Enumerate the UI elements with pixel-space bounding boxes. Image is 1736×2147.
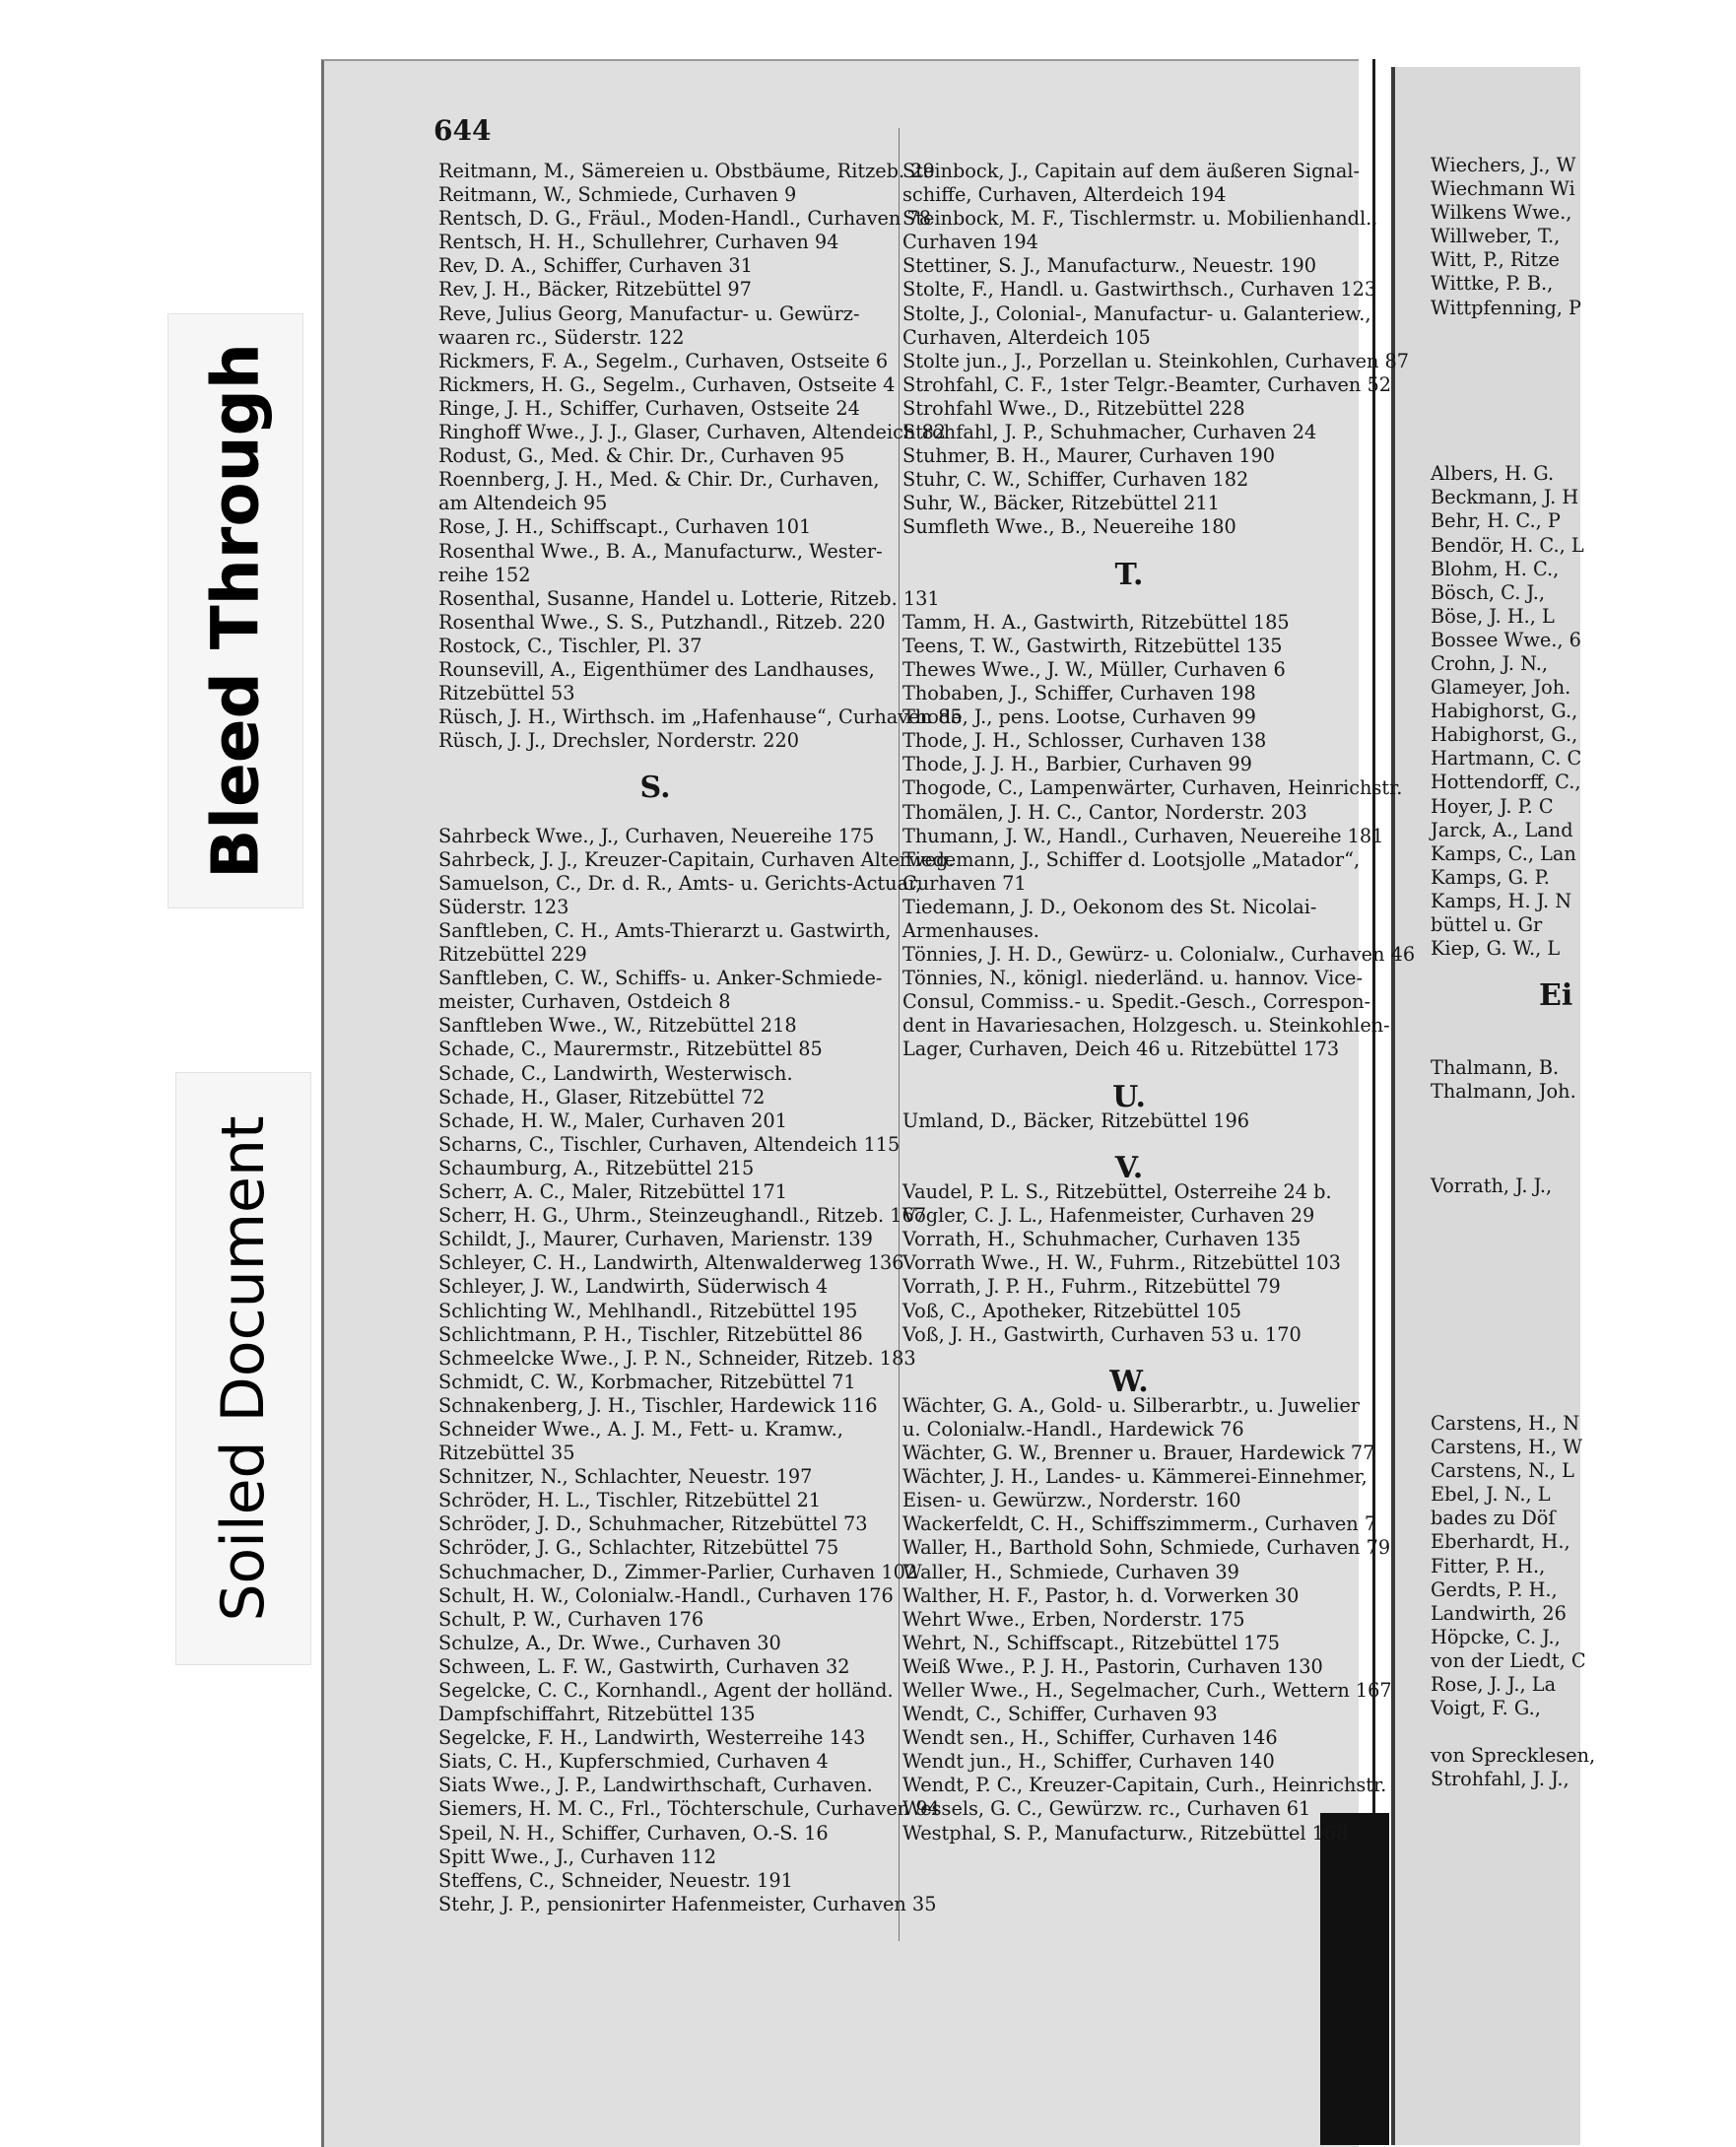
directory-entry: Eberhardt, H., [1431, 1530, 1570, 1554]
directory-entry: Thobaben, J., Schiffer, Curhaven 198 [902, 682, 1256, 705]
directory-entry: von der Liedt, C [1431, 1648, 1586, 1672]
directory-entry: Schnakenberg, J. H., Tischler, Hardewick 116 [438, 1393, 878, 1417]
directory-entry: Consul, Commiss.- u. Spedit.-Gesch., Correspon- [902, 990, 1371, 1014]
blank-line [1431, 344, 1736, 368]
directory-entry: Sanftleben Wwe., W., Ritzebüttel 218 [438, 1014, 797, 1038]
directory-entry: Armenhauses. [902, 919, 1039, 942]
bleed-through-text: Bleed Through [197, 343, 274, 879]
directory-entry: Tiedemann, J. D., Oekonom des St. Nicolai- [902, 895, 1317, 918]
directory-entry: Schlichting W., Mehlhandl., Ritzebüttel 195 [438, 1299, 858, 1322]
directory-entry: Waller, H., Barthold Sohn, Schmiede, Curhaven 79 [902, 1536, 1391, 1560]
directory-entry: Schween, L. F. W., Gastwirth, Curhaven 32 [438, 1654, 850, 1678]
directory-entry: Habighorst, G., [1431, 723, 1578, 747]
directory-entry: Samuelson, C., Dr. d. R., Amts- u. Gerichts-Actuar, [438, 871, 922, 895]
directory-entry: Schade, C., Landwirth, Westerwisch. [438, 1061, 793, 1085]
directory-entry: Wendt, P. C., Kreuzer-Capitain, Curh., Heinrichstr. [902, 1774, 1387, 1797]
directory-entry: dent in Havariesachen, Holzgesch. u. Steinkohlen- [902, 1014, 1390, 1038]
directory-entry: Sumfleth Wwe., B., Neuereihe 180 [902, 515, 1236, 539]
directory-entry: Bendör, H. C., L [1431, 533, 1584, 557]
blank-line [1431, 1008, 1736, 1032]
directory-entry: Lager, Curhaven, Deich 46 u. Ritzebüttel 173 [902, 1038, 1340, 1061]
blank-line [1431, 1222, 1736, 1245]
directory-entry: Blohm, H. C., [1431, 557, 1560, 580]
directory-entry: Kamps, G. P. [1431, 865, 1550, 889]
directory-entry: Rickmers, H. G., Segelm., Curhaven, Ostseite 4 [438, 372, 896, 396]
directory-entry: Kiep, G. W., L [1431, 937, 1561, 961]
directory-entry: Rickmers, F. A., Segelm., Curhaven, Ostseite 6 [438, 349, 889, 372]
directory-entry: Wittpfenning, P [1431, 296, 1582, 319]
blank-line [1431, 1198, 1736, 1222]
section-heading: Ei [1539, 978, 1573, 1014]
directory-entry: Böse, J. H., L [1431, 604, 1555, 628]
blank-line [902, 1133, 1415, 1157]
directory-entry: Thogode, C., Lampenwärter, Curhaven, Heinrichstr. [902, 776, 1403, 800]
directory-entry: Carstens, N., L [1431, 1459, 1574, 1483]
directory-entry: Wiechmann Wi [1431, 177, 1575, 201]
directory-entry: Sanftleben, C. H., Amts-Thierarzt u. Gastwirth, [438, 919, 892, 942]
directory-entry: Curhaven 71 [902, 871, 1027, 895]
blank-line [1431, 1269, 1736, 1293]
directory-entry: Rostock, C., Tischler, Pl. 37 [438, 634, 702, 657]
blank-line [438, 801, 963, 825]
directory-entry: Thalmann, B. [1431, 1055, 1560, 1079]
directory-entry: Voß, C., Apotheker, Ritzebüttel 105 [902, 1299, 1242, 1322]
directory-entry: Hartmann, C. C [1431, 747, 1582, 771]
directory-entry: reihe 152 [438, 563, 531, 586]
blank-line [1431, 320, 1736, 344]
directory-entry: Schade, C., Maurermstr., Ritzebüttel 85 [438, 1038, 823, 1061]
directory-entry: Wittke, P. B., [1431, 272, 1554, 296]
blank-line [1431, 1720, 1736, 1744]
directory-entry: Höpcke, C. J., [1431, 1625, 1561, 1648]
directory-entry: Gerdts, P. H., [1431, 1577, 1558, 1601]
directory-entry: Wessels, G. C., Gewürzw. rc., Curhaven 61 [902, 1797, 1311, 1821]
section-heading: W. [1109, 1364, 1149, 1399]
directory-entry: Curhaven, Alterdeich 105 [902, 325, 1151, 349]
directory-entry: Thode, J. J. H., Barbier, Curhaven 99 [902, 753, 1252, 776]
directory-entry: Vaudel, P. L. S., Ritzebüttel, Osterreihe 24 b. [902, 1180, 1332, 1204]
directory-entry: Wendt sen., H., Schiffer, Curhaven 146 [902, 1726, 1278, 1750]
directory-entry: Strohfahl, C. F., 1ster Telgr.-Beamter, Curhaven 52 [902, 372, 1392, 396]
directory-entry: Wächter, G. A., Gold- u. Silberarbtr., u. Juwelier [902, 1393, 1360, 1417]
blank-line [1431, 438, 1736, 462]
directory-entry: Fitter, P. H., [1431, 1554, 1546, 1577]
directory-entry: Schaumburg, A., Ritzebüttel 215 [438, 1156, 755, 1179]
directory-entry: Schade, H. W., Maler, Curhaven 201 [438, 1108, 787, 1132]
directory-entry: Schlichtmann, P. H., Tischler, Ritzebüttel 86 [438, 1322, 863, 1346]
directory-entry: Beckmann, J. H [1431, 486, 1579, 509]
directory-entry: meister, Curhaven, Ostdeich 8 [438, 990, 731, 1014]
directory-entry: Bösch, C. J., [1431, 580, 1545, 604]
directory-entry: Rodust, G., Med. & Chir. Dr., Curhaven 95 [438, 444, 845, 468]
blank-line [1431, 1127, 1736, 1151]
directory-entry: Segelcke, F. H., Landwirth, Westerreihe 143 [438, 1726, 866, 1750]
blank-line [1431, 1341, 1736, 1365]
directory-entry: Tönnies, N., königl. niederländ. u. hannov. Vice- [902, 967, 1363, 990]
directory-entry: Vorrath, H., Schuhmacher, Curhaven 135 [902, 1228, 1302, 1251]
section-heading: U. [1112, 1079, 1146, 1114]
directory-entry: Weller Wwe., H., Segelmacher, Curh., Wettern 167 [902, 1679, 1392, 1702]
directory-entry: Habighorst, G., [1431, 700, 1578, 723]
directory-entry: Glameyer, Joh. [1431, 676, 1571, 700]
directory-entry: Rüsch, J. J., Drechsler, Norderstr. 220 [438, 729, 800, 753]
directory-entry: Vogler, C. J. L., Hafenmeister, Curhaven 29 [902, 1204, 1315, 1228]
directory-entry: Schröder, J. G., Schlachter, Ritzebüttel 75 [438, 1536, 839, 1560]
directory-entry: Stolte, J., Colonial-, Manufactur- u. Galanteriew., [902, 302, 1371, 325]
directory-entry: Strohfahl Wwe., D., Ritzebüttel 228 [902, 396, 1245, 420]
blank-line [902, 1347, 1415, 1371]
directory-entry: Curhaven 194 [902, 231, 1038, 254]
directory-entry: Wächter, J. H., Landes- u. Kämmerei-Einnehmer, [902, 1465, 1368, 1489]
directory-entry: Ringe, J. H., Schiffer, Curhaven, Ostseite 24 [438, 396, 860, 420]
directory-entry: Teens, T. W., Gastwirth, Ritzebüttel 135 [902, 634, 1283, 657]
directory-entry: Wächter, G. W., Brenner u. Brauer, Hardewick 77 [902, 1442, 1375, 1465]
directory-entry: Rose, J. J., La [1431, 1673, 1557, 1696]
blank-line [438, 753, 963, 776]
directory-entry: Strohfahl, J. P., Schuhmacher, Curhaven 24 [902, 421, 1317, 444]
directory-entry: Tönnies, J. H. D., Gewürz- u. Colonialw., Curhaven 46 [902, 943, 1416, 967]
directory-entry: Speil, N. H., Schiffer, Curhaven, O.-S. 16 [438, 1821, 829, 1845]
directory-entry: Carstens, H., N [1431, 1411, 1580, 1435]
right-column [1431, 154, 1736, 1791]
directory-entry: Kamps, H. J. N [1431, 889, 1572, 912]
section-heading: S. [639, 771, 671, 806]
section-heading: V. [1114, 1150, 1144, 1185]
directory-entry: Rentsch, H. H., Schullehrer, Curhaven 94 [438, 231, 839, 254]
directory-entry: Thomälen, J. H. C., Cantor, Norderstr. 203 [902, 800, 1307, 824]
directory-entry: Siats Wwe., J. P., Landwirthschaft, Curhaven. [438, 1774, 873, 1797]
directory-entry: Thumann, J. W., Handl., Curhaven, Neuereihe 181 [902, 824, 1384, 847]
directory-entry: Wilkens Wwe., [1431, 201, 1572, 225]
directory-entry: Schult, H. W., Colonialw.-Handl., Curhaven 176 [438, 1583, 894, 1607]
directory-entry: Scharns, C., Tischler, Curhaven, Altendeich 115 [438, 1132, 901, 1156]
blank-line [1431, 1294, 1736, 1317]
directory-entry: Umland, D., Bäcker, Ritzebüttel 196 [902, 1108, 1250, 1132]
directory-entry: büttel u. Gr [1431, 913, 1543, 936]
left-column [438, 160, 963, 1916]
directory-entry: Dampfschiffahrt, Ritzebüttel 135 [438, 1703, 756, 1726]
bleed-through-label [167, 313, 303, 908]
directory-entry: Weiß Wwe., P. J. H., Pastorin, Curhaven 130 [902, 1654, 1323, 1678]
directory-entry: Stolte, F., Handl. u. Gastwirthsch., Curhaven 123 [902, 278, 1377, 302]
directory-entry: Jarck, A., Land [1431, 818, 1573, 841]
directory-entry: Suhr, W., Bäcker, Ritzebüttel 211 [902, 492, 1220, 515]
page-edge-shadow [1320, 1813, 1389, 2145]
blank-line [1431, 1032, 1736, 1055]
directory-entry: Behr, H. C., P [1431, 509, 1561, 533]
directory-entry: am Altendeich 95 [438, 492, 608, 515]
blank-line [1431, 1151, 1736, 1174]
blank-line [902, 587, 1415, 611]
directory-entry: Ritzebüttel 53 [438, 682, 575, 705]
directory-entry: Willweber, T., [1431, 225, 1561, 248]
directory-entry: Thalmann, Joh. [1431, 1079, 1576, 1103]
directory-entry: von Sprecklesen, [1431, 1744, 1596, 1768]
directory-entry: Ebel, J. N., L [1431, 1483, 1551, 1507]
directory-entry: Rev, D. A., Schiffer, Curhaven 31 [438, 254, 753, 278]
directory-entry: Sanftleben, C. W., Schiffs- u. Anker-Schmiede- [438, 967, 883, 990]
directory-entry: Albers, H. G. [1431, 462, 1555, 486]
middle-column [902, 160, 1415, 1845]
directory-entry: Rev, J. H., Bäcker, Ritzebüttel 97 [438, 278, 752, 302]
directory-entry: Rounsevill, A., Eigenthümer des Landhauses, [438, 657, 875, 681]
directory-entry: Reitmann, W., Schmiede, Curhaven 9 [438, 183, 797, 207]
directory-entry: Rose, J. H., Schiffscapt., Curhaven 101 [438, 515, 812, 539]
directory-entry: Vorrath, J. P. H., Fuhrm., Ritzebüttel 79 [902, 1275, 1281, 1299]
directory-entry: Steinbock, M. F., Tischlermstr. u. Mobilienhandl., [902, 207, 1378, 231]
soiled-document-text: Soiled Document [209, 1115, 278, 1622]
directory-entry: Siats, C. H., Kupferschmied, Curhaven 4 [438, 1750, 829, 1774]
directory-entry: Rentsch, D. G., Fräul., Moden-Handl., Curhaven 78 [438, 207, 932, 231]
directory-entry: Steffens, C., Schneider, Neuestr. 191 [438, 1868, 793, 1892]
directory-entry: Rosenthal, Susanne, Handel u. Lotterie, Ritzeb. 131 [438, 586, 940, 610]
directory-entry: Tiedemann, J., Schiffer d. Lootsjolle „Matador“, [902, 847, 1361, 871]
section-heading: T. [1114, 557, 1144, 592]
directory-entry: Schildt, J., Maurer, Curhaven, Marienstr. 139 [438, 1228, 873, 1251]
directory-entry: Witt, P., Ritze [1431, 248, 1560, 272]
blank-line [902, 1062, 1415, 1086]
directory-entry: Schneider Wwe., A. J. M., Fett- u. Kramw., [438, 1417, 843, 1441]
directory-entry: Stuhmer, B. H., Maurer, Curhaven 190 [902, 444, 1276, 468]
directory-entry: Carstens, H., W [1431, 1436, 1583, 1459]
directory-entry: schiffe, Curhaven, Alterdeich 194 [902, 183, 1227, 207]
directory-entry: Sahrbeck Wwe., J., Curhaven, Neuereihe 175 [438, 824, 875, 847]
directory-entry: Rosenthal Wwe., S. S., Putzhandl., Ritzeb. 220 [438, 610, 886, 634]
blank-line [1431, 1388, 1736, 1412]
directory-entry: Wehrt Wwe., Erben, Norderstr. 175 [902, 1607, 1245, 1631]
directory-entry: Sahrbeck, J. J., Kreuzer-Capitain, Curhaven Alterweg. [438, 847, 955, 871]
directory-entry: Schulze, A., Dr. Wwe., Curhaven 30 [438, 1631, 781, 1654]
directory-entry: Stettiner, S. J., Manufacturw., Neuestr. 190 [902, 254, 1317, 278]
directory-entry: Schade, H., Glaser, Ritzebüttel 72 [438, 1085, 766, 1108]
directory-entry: u. Colonialw.-Handl., Hardewick 76 [902, 1417, 1244, 1441]
directory-entry: Stolte jun., J., Porzellan u. Steinkohlen, Curhaven 87 [902, 349, 1410, 372]
directory-entry: waaren rc., Süderstr. 122 [438, 325, 685, 349]
directory-entry: Schröder, H. L., Tischler, Ritzebüttel 21 [438, 1489, 822, 1512]
directory-entry: Wackerfeldt, C. H., Schiffszimmerm., Curhaven 7 [902, 1512, 1377, 1536]
directory-entry: Schult, P. W., Curhaven 176 [438, 1607, 704, 1631]
directory-entry: Reitmann, M., Sämereien u. Obstbäume, Ritzeb. 29 [438, 160, 935, 182]
directory-entry: Vorrath Wwe., H. W., Fuhrm., Ritzebüttel 103 [902, 1251, 1341, 1275]
directory-entry: Stehr, J. P., pensionirter Hafenmeister, Curhaven 35 [438, 1892, 937, 1915]
directory-entry: Bossee Wwe., 6 [1431, 628, 1581, 651]
directory-entry: Rüsch, J. H., Wirthsch. im „Hafenhause“, Curhaven 85 [438, 705, 963, 729]
directory-entry: Landwirth, 26 [1431, 1601, 1567, 1625]
directory-entry: Süderstr. 123 [438, 895, 569, 918]
blank-line [1431, 1365, 1736, 1388]
directory-entry: Hottendorff, C., [1431, 771, 1581, 794]
soiled-document-label [175, 1072, 311, 1665]
blank-line [1431, 391, 1736, 415]
directory-entry: Strohfahl, J. J., [1431, 1768, 1569, 1791]
directory-entry: Steinbock, J., Capitain auf dem äußeren Signal- [902, 160, 1361, 182]
directory-entry: Hoyer, J. P. C [1431, 794, 1554, 818]
directory-entry: Segelcke, C. C., Kornhandl., Agent der holländ. [438, 1679, 894, 1702]
directory-entry: Westphal, S. P., Manufacturw., Ritzebüttel 168 [902, 1821, 1349, 1845]
directory-entry: bades zu Döſ [1431, 1507, 1556, 1530]
page-number: 644 [434, 114, 492, 147]
directory-entry: Kamps, C., Lan [1431, 841, 1576, 865]
directory-entry: Wehrt, N., Schiffscapt., Ritzebüttel 175 [902, 1631, 1281, 1654]
directory-entry: Thewes Wwe., J. W., Müller, Curhaven 6 [902, 657, 1286, 681]
directory-entry: Roennberg, J. H., Med. & Chir. Dr., Curhaven, [438, 468, 880, 492]
directory-entry: Siemers, H. M. C., Frl., Töchterschule, Curhaven 94 [438, 1797, 940, 1821]
directory-entry: Tamm, H. A., Gastwirth, Ritzebüttel 185 [902, 610, 1290, 634]
directory-entry: Ritzebüttel 35 [438, 1442, 575, 1465]
directory-entry: Schröder, J. D., Schuhmacher, Ritzebüttel 73 [438, 1512, 868, 1536]
directory-entry: Thode, J. H., Schlosser, Curhaven 138 [902, 729, 1267, 753]
blank-line [1431, 1104, 1736, 1127]
directory-entry: Eisen- u. Gewürzw., Norderstr. 160 [902, 1489, 1241, 1512]
directory-entry: Schleyer, J. W., Landwirth, Süderwisch 4 [438, 1275, 829, 1299]
directory-entry: Wendt jun., H., Schiffer, Curhaven 140 [902, 1750, 1275, 1774]
directory-entry: Voß, J. H., Gastwirth, Curhaven 53 u. 170 [902, 1322, 1302, 1346]
directory-entry: Schuchmacher, D., Zimmer-Parlier, Curhaven 102 [438, 1560, 918, 1583]
blank-line [1431, 415, 1736, 438]
directory-entry: Schleyer, C. H., Landwirth, Altenwalderweg 136 [438, 1251, 904, 1275]
directory-entry: Schmidt, C. W., Korbmacher, Ritzebüttel 71 [438, 1370, 856, 1393]
directory-entry: Wendt, C., Schiffer, Curhaven 93 [902, 1703, 1218, 1726]
directory-entry: Schmeelcke Wwe., J. P. N., Schneider, Ritzeb. 183 [438, 1346, 916, 1370]
directory-entry: Reve, Julius Georg, Manufactur- u. Gewürz- [438, 302, 860, 325]
directory-entry: Rosenthal Wwe., B. A., Manufacturw., Wester- [438, 539, 883, 563]
directory-entry: Schnitzer, N., Schlachter, Neuestr. 197 [438, 1465, 813, 1489]
directory-entry: Crohn, J. N., [1431, 651, 1549, 675]
directory-entry: Vorrath, J. J., [1431, 1174, 1553, 1198]
directory-entry: Walther, H. F., Pastor, h. d. Vorwerken 30 [902, 1583, 1300, 1607]
blank-line [1431, 368, 1736, 391]
blank-line [1431, 961, 1736, 984]
directory-entry: Ringhoff Wwe., J. J., Glaser, Curhaven, Altendeich 82 [438, 421, 946, 444]
directory-entry: Stuhr, C. W., Schiffer, Curhaven 182 [902, 468, 1249, 492]
blank-line [1431, 1245, 1736, 1269]
blank-line [1431, 1317, 1736, 1341]
directory-entry: Wiechers, J., W [1431, 154, 1576, 176]
directory-entry: Spitt Wwe., J., Curhaven 112 [438, 1845, 717, 1868]
directory-entry: Waller, H., Schmiede, Curhaven 39 [902, 1560, 1239, 1583]
directory-entry: Thode, J., pens. Lootse, Curhaven 99 [902, 705, 1256, 729]
directory-entry: Scherr, H. G., Uhrm., Steinzeughandl., Ritzeb. 167 [438, 1204, 927, 1228]
directory-entry: Voigt, F. G., [1431, 1697, 1541, 1720]
blank-line [902, 540, 1415, 564]
directory-entry: Ritzebüttel 229 [438, 943, 587, 967]
directory-entry: Scherr, A. C., Maler, Ritzebüttel 171 [438, 1180, 787, 1204]
